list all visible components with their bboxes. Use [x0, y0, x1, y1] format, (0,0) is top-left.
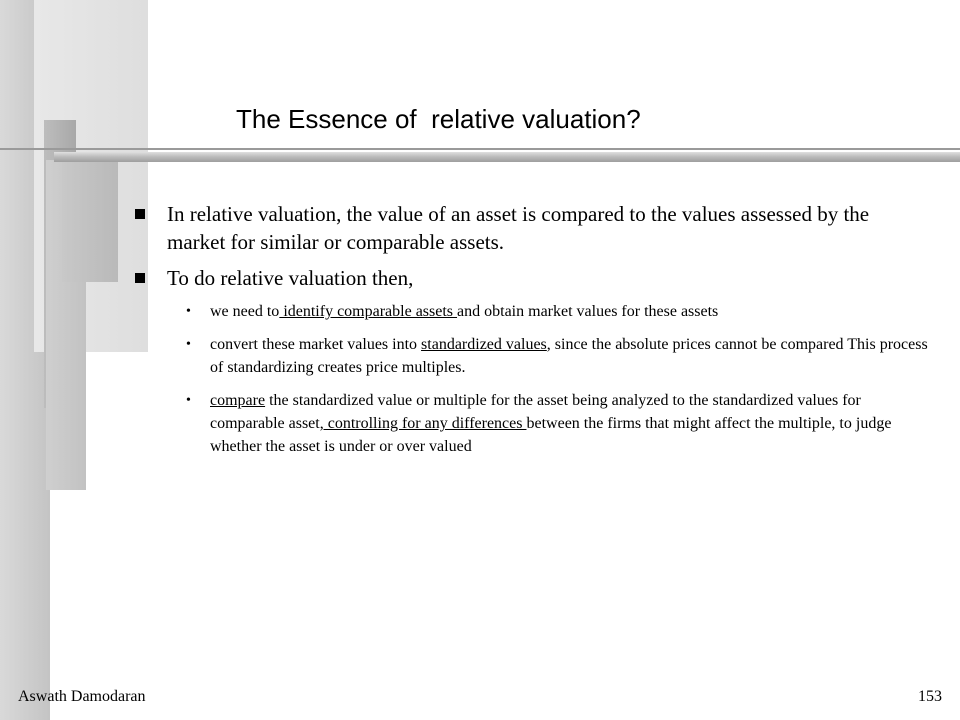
slide-title: The Essence of relative valuation?: [236, 104, 641, 134]
sub-bullet-underlined: compare: [210, 392, 266, 409]
bullet-text: To do relative valuation then,: [167, 266, 414, 290]
square-bullet-icon: [135, 209, 145, 219]
bullet-item: [135, 200, 925, 256]
title-rule-thin: [0, 148, 960, 150]
sub-bullet-item: [186, 333, 930, 379]
decor-bar-short: [62, 162, 118, 282]
sub-bullet-text: , since the absolute prices cannot be compared This process of standardizing creates price multiples.: [210, 336, 928, 376]
dot-bullet-icon: •: [186, 337, 191, 352]
sub-bullet-underlined: standardized values: [421, 336, 547, 353]
sub-bullet-text: and obtain market values for these assets: [457, 303, 719, 320]
sub-bullet-text: the standardized value or multiple for the asset being analyzed to the standardized values for comparable asset: [210, 392, 861, 432]
sub-bullet-underlined: identify comparable assets: [279, 303, 458, 320]
footer-author: Aswath Damodaran: [18, 688, 146, 705]
sub-bullet-item: [186, 300, 930, 323]
bullet-text: In relative valuation, the value of an asset is compared to the values assessed by the market for similar or comparable assets.: [167, 202, 870, 254]
dot-bullet-icon: •: [186, 393, 191, 408]
sub-bullet-text: we need to: [210, 303, 280, 320]
dot-bullet-icon: •: [186, 304, 191, 319]
title-rule-thick: [54, 152, 960, 162]
bullet-list: [135, 200, 928, 468]
sub-bullet-underlined: , controlling for any differences: [319, 415, 527, 432]
bullet-item: [135, 264, 925, 292]
page-number: 153: [918, 688, 942, 705]
square-bullet-icon: [135, 273, 145, 283]
sub-bullet-text: convert these market values into: [210, 336, 422, 353]
sub-bullet-text: between the firms that might affect the multiple, to judge whether the asset is under or over valued: [210, 415, 892, 455]
sub-bullet-item: [186, 389, 930, 458]
